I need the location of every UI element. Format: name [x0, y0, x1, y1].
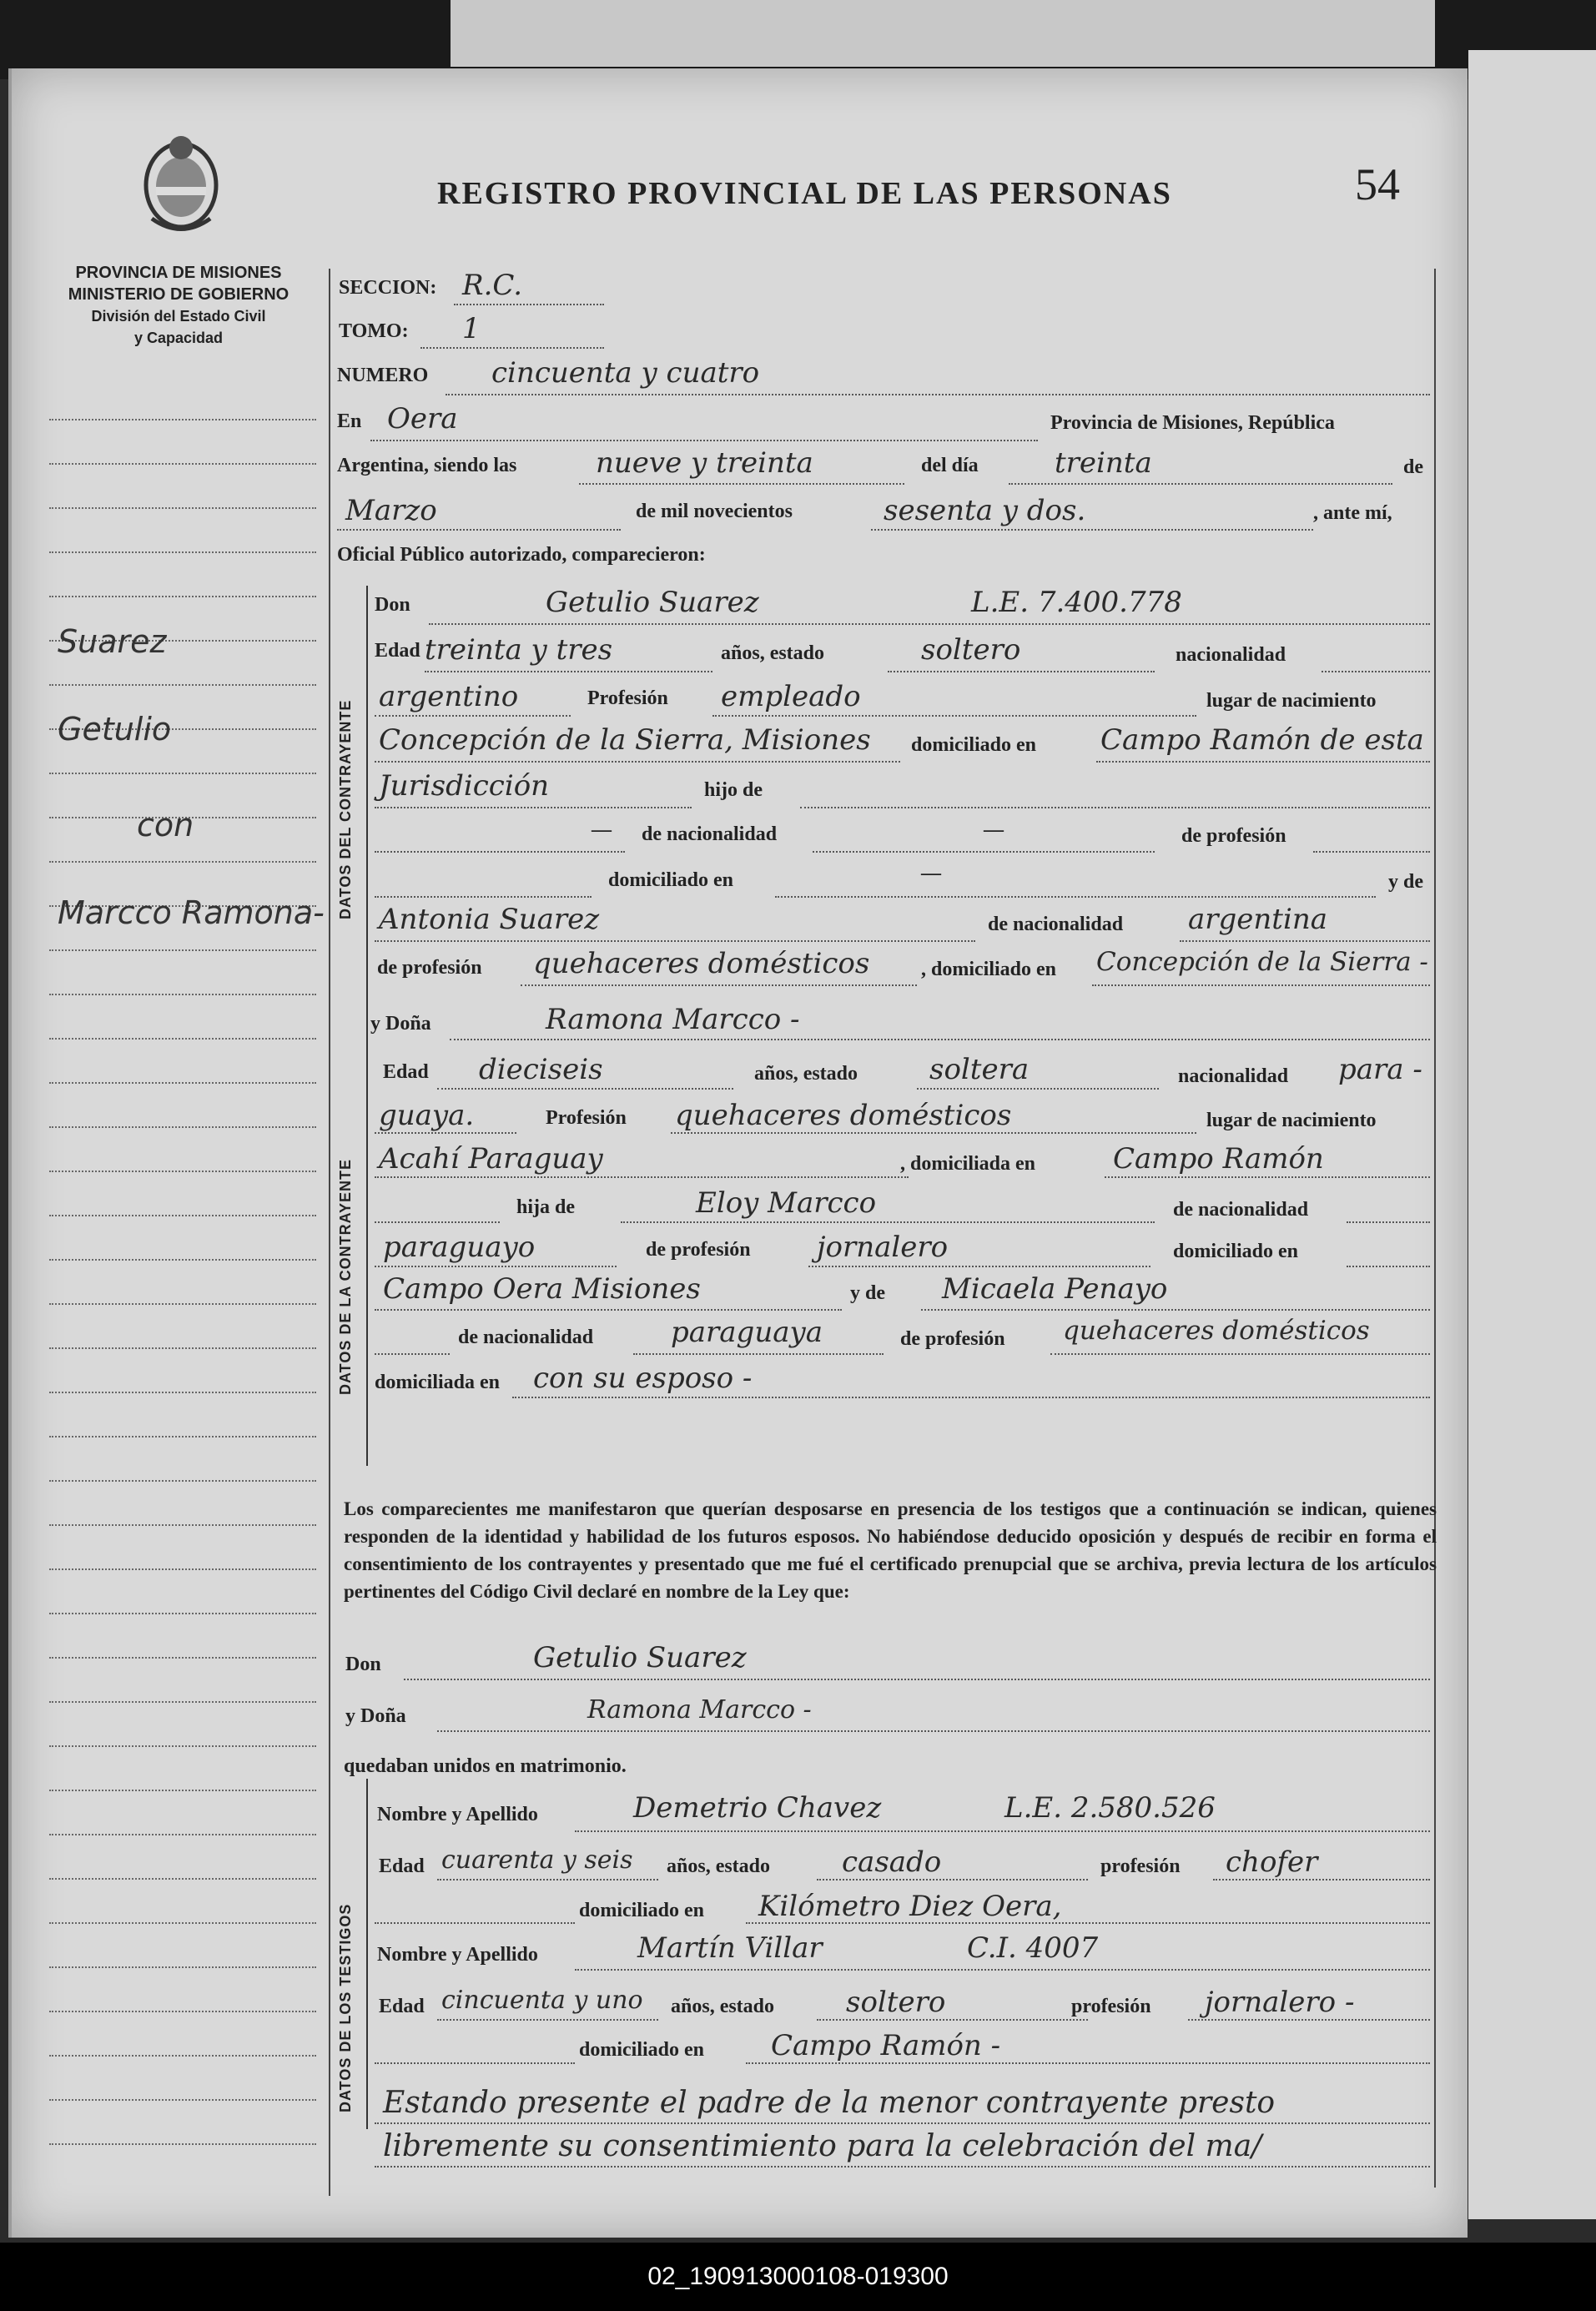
lugar-nac-value: Concepción de la Sierra, Misiones: [379, 723, 871, 757]
t2-document: C.I. 4007: [967, 1931, 1099, 1965]
margin-ruled-line: [49, 1171, 316, 1173]
madre2-value: Micaela Penayo: [942, 1272, 1168, 1306]
union-don-label: Don: [345, 1654, 381, 1675]
underline: [579, 483, 904, 486]
underline: [1092, 984, 1430, 987]
note-line-1: Estando presente el padre de la menor contrayente presto: [383, 2086, 1276, 2120]
underline: [437, 1730, 1430, 1733]
contrayenta-domic-label: , domiciliada en: [900, 1153, 1036, 1175]
contrayenta-anios-label: años, estado: [754, 1063, 858, 1085]
underline: [375, 896, 592, 899]
underline: [575, 1830, 1430, 1833]
underline: [813, 851, 1155, 853]
underline: [450, 1039, 1430, 1041]
margin-divider: [329, 269, 330, 2196]
tomo-value: 1: [462, 312, 481, 345]
underline: [1322, 671, 1430, 673]
margin-ruled-line: [49, 1524, 316, 1527]
mes-value: Marzo: [345, 494, 437, 527]
provincia-text: Provincia de Misiones, República: [1050, 412, 1335, 434]
numero-value: cincuenta y cuatro: [491, 356, 760, 390]
union-dona-value: Ramona Marcco -: [587, 1695, 812, 1724]
margin-ruled-line: [49, 2055, 316, 2057]
contrayente-bracket: [366, 586, 368, 1061]
en-value: Oera: [387, 402, 458, 436]
underline: [575, 1969, 1430, 1971]
contrayenta-side-label: DATOS DE LA CONTRAYENTE: [337, 1158, 354, 1395]
margin-ruled-line: [49, 1480, 316, 1483]
margin-ruled-line: [49, 1568, 316, 1571]
anio-value: sesenta y dos.: [884, 494, 1086, 527]
underline: [621, 1221, 1155, 1224]
padre-domic-dash: —: [921, 863, 941, 884]
contrayenta-bracket: [366, 1007, 368, 1466]
margin-note-name: Getulio: [58, 711, 172, 748]
underline: [375, 761, 900, 763]
hora-value: nueve y treinta: [596, 446, 813, 480]
t2-nombre-label: Nombre y Apellido: [377, 1944, 538, 1966]
underline: [437, 2019, 658, 2021]
capacity-label: y Capacidad: [133, 330, 224, 346]
madre-prof-value: quehaceres domésticos: [533, 947, 870, 980]
underline: [425, 671, 712, 673]
t2-estado-value: soltero: [846, 1986, 946, 2019]
madre-nac-label: de nacionalidad: [988, 914, 1124, 935]
contrayente-side-label: DATOS DEL CONTRAYENTE: [337, 699, 354, 919]
y-de-label: y de: [1388, 871, 1423, 893]
underline: [521, 984, 917, 987]
de-profesion-label: de profesión: [1181, 825, 1286, 847]
t1-document: L.E. 2.580.526: [1004, 1791, 1216, 1825]
profesion-label: Profesión: [587, 687, 668, 709]
margin-ruled-line: [49, 1966, 316, 1969]
underline: [921, 1309, 1430, 1312]
margin-ruled-line: [49, 773, 316, 775]
page-number: 54: [1355, 159, 1400, 209]
underline: [437, 1088, 733, 1090]
note-line-2: libremente su consentimiento para la celebración del ma/: [383, 2129, 1262, 2163]
margin-ruled-line: [49, 1878, 316, 1881]
underline: [746, 1922, 1430, 1925]
underline: [817, 1879, 1088, 1881]
padre-domic-value: Campo Oera Misiones: [383, 1272, 701, 1306]
madre-value: Antonia Suarez: [379, 903, 600, 936]
margin-ruled-line: [49, 1215, 316, 1217]
margin-ruled-line: [49, 861, 316, 863]
underline: [437, 1879, 658, 1881]
underline: [512, 1397, 1430, 1399]
contrayenta-y-de-label: y de: [850, 1282, 885, 1304]
margin-ruled-line: [49, 2011, 316, 2013]
t1-nombre-value: Demetrio Chavez: [633, 1791, 882, 1825]
margin-ruled-line: [49, 596, 316, 598]
underline: [1213, 1879, 1430, 1881]
margin-ruled-line: [49, 2099, 316, 2102]
contrayenta-edad-value: dieciseis: [479, 1053, 603, 1086]
underline: [1050, 1353, 1430, 1356]
margin-note-surname: Suarez: [58, 623, 167, 660]
dia-value: treinta: [1055, 446, 1152, 480]
t1-prof-value: chofer: [1226, 1845, 1318, 1879]
quedaban-text: quedaban unidos en matrimonio.: [344, 1755, 627, 1777]
underline: [871, 529, 1313, 531]
lugar-nac-label: lugar de nacimiento: [1206, 690, 1377, 712]
domiciliado-value-2: Jurisdicción: [379, 769, 550, 803]
margin-ruled-line: [49, 463, 316, 466]
underline: [808, 1266, 1150, 1268]
madre-dom-value: Concepción de la Sierra -: [1096, 947, 1428, 977]
underline: [337, 529, 621, 531]
padre-domic-label: domiciliado en: [1173, 1241, 1299, 1262]
underline: [404, 1679, 1430, 1681]
en-label: En: [337, 410, 362, 432]
ante-label: , ante mí,: [1313, 502, 1392, 524]
margin-ruled-line: [49, 1657, 316, 1659]
de-mil-label: de mil novecientos: [636, 501, 793, 522]
ministry-label: MINISTERIO DE GOBIERNO: [68, 285, 289, 304]
t2-nombre-value: Martín Villar: [637, 1931, 823, 1965]
t1-domic-label: domiciliado en: [579, 1900, 705, 1921]
t2-prof-label: profesión: [1071, 1996, 1151, 2017]
underline: [375, 940, 975, 943]
de-nacionalidad-label: de nacionalidad: [642, 823, 778, 845]
madre2-prof-value: quehaceres domésticos: [1063, 1316, 1370, 1346]
margin-ruled-line: [49, 1922, 316, 1925]
padre-nac-dash: —: [984, 819, 1004, 841]
madre2-domic-label: domiciliada en: [375, 1372, 501, 1393]
underline: [1347, 1221, 1430, 1224]
margin-ruled-line: [49, 1790, 316, 1792]
padre-domic-label: domiciliado en: [608, 869, 734, 891]
testigos-side-label: DATOS DE LOS TESTIGOS: [337, 1903, 354, 2112]
union-don-value: Getulio Suarez: [533, 1641, 747, 1674]
t2-edad-label: Edad: [379, 1996, 425, 2017]
t2-domic-value: Campo Ramón -: [771, 2029, 1001, 2062]
underline: [1105, 1176, 1430, 1179]
margin-ruled-line: [49, 551, 316, 554]
t1-edad-label: Edad: [379, 1855, 425, 1877]
underline: [420, 347, 604, 350]
document-page: [8, 68, 1468, 2238]
seccion-value: R.C.: [462, 269, 523, 302]
margin-ruled-line: [49, 1701, 316, 1704]
contrayenta-nac-label: nacionalidad: [1178, 1065, 1289, 1087]
underline: [746, 2062, 1430, 2065]
padre-value: Eloy Marcco: [696, 1186, 877, 1220]
t1-estado-value: casado: [842, 1845, 942, 1879]
don-label: Don: [375, 594, 410, 616]
underline: [375, 1266, 617, 1268]
hijo-de-label: hijo de: [704, 779, 763, 801]
estado-value: soltero: [921, 633, 1021, 667]
underline: [375, 2062, 575, 2065]
page-title: REGISTRO PROVINCIAL DE LAS PERSONAS: [437, 176, 1172, 211]
union-dona-label: y Doña: [345, 1705, 406, 1727]
contrayenta-edad-label: Edad: [383, 1061, 429, 1083]
padre-prof-value: jornalero: [817, 1231, 949, 1264]
margin-ruled-line: [49, 1392, 316, 1394]
contrayenta-prof-label: Profesión: [546, 1107, 627, 1129]
padre-nac-label: de nacionalidad: [1173, 1199, 1309, 1221]
madre2-domic-value: con su esposo -: [533, 1362, 753, 1395]
margin-ruled-line: [49, 1259, 316, 1261]
margin-ruled-line: [49, 1745, 316, 1748]
margin-ruled-line: [49, 2143, 316, 2146]
hija-de-label: hija de: [516, 1196, 576, 1218]
t2-edad-value: cincuenta y uno: [441, 1986, 643, 2015]
t2-anios-label: años, estado: [671, 1996, 775, 2017]
del-dia-label: del día: [921, 455, 979, 476]
underline: [1347, 1266, 1430, 1268]
contrayenta-lugar-label: lugar de nacimiento: [1206, 1110, 1377, 1131]
underline: [817, 2019, 1088, 2021]
underline: [1313, 851, 1430, 853]
contrayenta-nac-value-2: guaya.: [379, 1099, 475, 1132]
t1-edad-value: cuarenta y seis: [441, 1845, 633, 1875]
underline: [917, 1088, 1159, 1090]
t1-prof-label: profesión: [1100, 1855, 1181, 1877]
underline: [375, 1132, 516, 1135]
padre-dash: —: [592, 819, 612, 841]
edad-value: treinta y tres: [425, 633, 613, 667]
division-label: División del Estado Civil: [91, 308, 266, 325]
don-value: Getulio Suarez: [546, 586, 759, 619]
margin-note-bride: Marcco Ramona-: [58, 894, 325, 931]
underline: [671, 1132, 1196, 1135]
margin-ruled-line: [49, 1082, 316, 1085]
de-label: de: [1403, 456, 1423, 478]
nacionalidad-label: nacionalidad: [1176, 644, 1286, 666]
margin-ruled-line: [49, 507, 316, 510]
underline: [1009, 483, 1392, 486]
dona-value: Ramona Marcco -: [546, 1003, 800, 1036]
margin-ruled-line: [49, 419, 316, 421]
anios-label: años, estado: [721, 642, 825, 664]
padre-prof-label: de profesión: [646, 1239, 751, 1261]
underline: [375, 1922, 575, 1925]
t2-domic-label: domiciliado en: [579, 2039, 705, 2061]
domiciliado-label: domiciliado en: [911, 734, 1037, 756]
underline: [375, 1176, 909, 1179]
underline: [712, 715, 1196, 717]
margin-ruled-line: [49, 994, 316, 996]
paper-behind: [451, 0, 1435, 67]
underline: [888, 671, 1155, 673]
contrayenta-nac-value: para -: [1338, 1053, 1422, 1086]
argentina-text: Argentina, siendo las: [337, 455, 517, 476]
underline: [633, 1353, 884, 1356]
underline: [429, 623, 1430, 626]
margin-ruled-line: [49, 1834, 316, 1836]
margin-ruled-line: [49, 1126, 316, 1129]
underline: [375, 1353, 450, 1356]
t1-domic-value: Kilómetro Diez Oera,: [758, 1890, 1062, 1923]
page-edge: [1468, 50, 1596, 2219]
nacionalidad-value: argentino: [379, 680, 519, 713]
underline: [375, 715, 571, 717]
domiciliado-value: Campo Ramón de esta: [1100, 723, 1424, 757]
underline: [1096, 761, 1430, 763]
testigos-bracket: [366, 1779, 368, 2129]
madre2-nac-label: de nacionalidad: [458, 1327, 594, 1348]
underline: [375, 1221, 500, 1224]
underline: [375, 807, 692, 809]
underline: [1180, 940, 1430, 943]
madre-dom-label: , domiciliado en: [921, 959, 1057, 980]
underline: [370, 440, 1038, 442]
dona-label: y Doña: [370, 1013, 431, 1035]
t1-nombre-label: Nombre y Apellido: [377, 1804, 538, 1825]
numero-label: NUMERO: [337, 365, 429, 386]
margin-ruled-line: [49, 949, 316, 952]
t2-prof-value: jornalero -: [1205, 1986, 1355, 2019]
margin-ruled-line: [49, 1347, 316, 1350]
right-border: [1434, 269, 1436, 2188]
contrayenta-prof-value: quehaceres domésticos: [675, 1099, 1012, 1132]
underline: [800, 807, 1430, 809]
don-document: L.E. 7.400.778: [971, 586, 1182, 619]
madre2-nac-value: paraguaya: [671, 1316, 823, 1349]
province-label: PROVINCIA DE MISIONES: [75, 264, 282, 282]
margin-note-con: con: [137, 807, 194, 843]
underline: [375, 2122, 1430, 2125]
underline: [375, 2166, 1430, 2168]
oficial-text: Oficial Público autorizado, comparecieron:: [337, 544, 706, 566]
underline: [454, 304, 604, 306]
contrayenta-lugar-value: Acahí Paraguay: [379, 1142, 603, 1176]
edad-label: Edad: [375, 640, 420, 662]
declaration-paragraph: Los comparecientes me manifestaron que querían desposarse en presencia de los testigos que a continuación se indican, quienes responden de la identidad y habilidad de los futuros esposos. No habiéndose deducido oposición y después de recibir en forma el consentimiento de los contrayentes y presentado que me fué el certificado prenupcial que se archiva, previa lectura de los artículos pertinentes del Código Civil declaré en nombre de la Ley que:: [344, 1498, 1437, 1602]
margin-ruled-line: [49, 1038, 316, 1040]
coat-of-arms-icon: [135, 127, 227, 235]
margin-ruled-line: [49, 1613, 316, 1615]
madre2-prof-label: de profesión: [900, 1328, 1005, 1350]
padre-nac-value: paraguayo: [383, 1231, 536, 1264]
underline: [446, 394, 1430, 396]
t1-anios-label: años, estado: [667, 1855, 771, 1877]
margin-ruled-line: [49, 1303, 316, 1306]
underline: [375, 851, 625, 853]
tomo-label: TOMO:: [339, 320, 409, 342]
margin-ruled-line: [49, 684, 316, 687]
margin-ruled-line: [49, 1436, 316, 1438]
madre-nac-value: argentina: [1188, 903, 1328, 936]
madre-prof-label: de profesión: [377, 957, 482, 979]
seccion-label: SECCION:: [339, 277, 437, 299]
underline: [775, 896, 1376, 899]
contrayenta-estado-value: soltera: [929, 1053, 1030, 1086]
profesion-value: empleado: [721, 680, 861, 713]
contrayenta-domic-value: Campo Ramón: [1113, 1142, 1324, 1176]
organization-header: [37, 262, 320, 349]
underline: [375, 1309, 842, 1312]
underline: [1188, 2019, 1430, 2021]
image-id-footer: 02_190913000108-019300: [0, 2243, 1596, 2311]
